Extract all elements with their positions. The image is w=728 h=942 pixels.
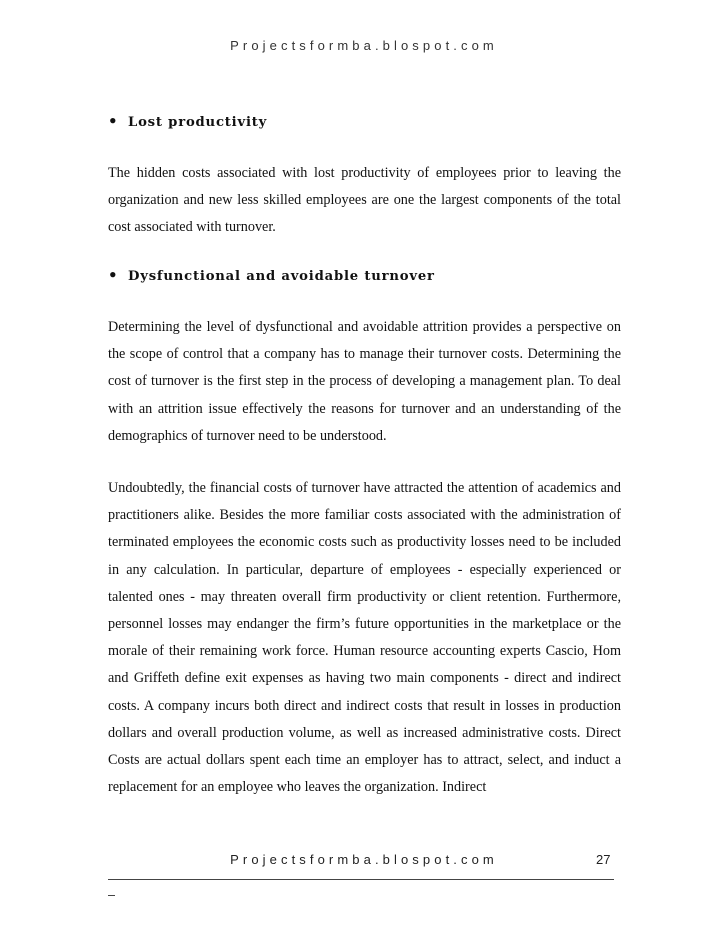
paragraph-lost-productivity: The hidden costs associated with lost productivity of employees prior to leaving the organization and new less skilled employees are one the largest components of the total cost associated with turnover. [108,165,621,236]
section-heading-lost-productivity [108,112,267,130]
bullet-icon: • [108,112,119,130]
page-number: 27 [596,852,611,867]
section-heading-dysfunctional-turnover [108,266,435,284]
page-header: Projectsformba.blospot.com [230,38,498,53]
paragraph-dysfunctional-turnover: Determining the level of dysfunctional and avoidable attrition provides a perspective on the scope of control that a company has to manage their turnover costs. Determining the cost of turnover is the first step in the process of developing a management plan. To deal with an attrition issue effectively the reasons for turnover and an understanding of the demographics of turnover need to be understood. [108,319,621,444]
heading-text: Lost productivity [128,115,268,130]
paragraph-financial-costs: Undoubtedly, the financial costs of turnover have attracted the attention of academics and practitioners alike. Besides the more familiar costs associated with the administration of terminated employees the economic costs such as productivity losses need to be included in any calculation. In particular, departure of employees - especially experienced or talented ones - may threaten overall firm productivity or client retention. Furthermore, personnel losses may endanger the firm’s future opportunities in the marketplace or the morale of their remaining work force. Human resource accounting experts Cascio, Hom and Griffeth define exit expenses as having two main components - direct and indirect costs. A company incurs both direct and indirect costs that result in losses in production dollars and overall production volume, as well as increased administrative costs. Direct Costs are actual dollars spent each time an employer has to attract, select, and induct a replacement for an employee who leaves the organization. Indirect [108,480,621,796]
heading-text: Dysfunctional and avoidable turnover [128,269,435,284]
bullet-icon: • [108,266,119,284]
page-footer: Projectsformba.blospot.com [230,852,498,867]
footer-rule [108,879,614,880]
footer-dash [108,895,115,896]
